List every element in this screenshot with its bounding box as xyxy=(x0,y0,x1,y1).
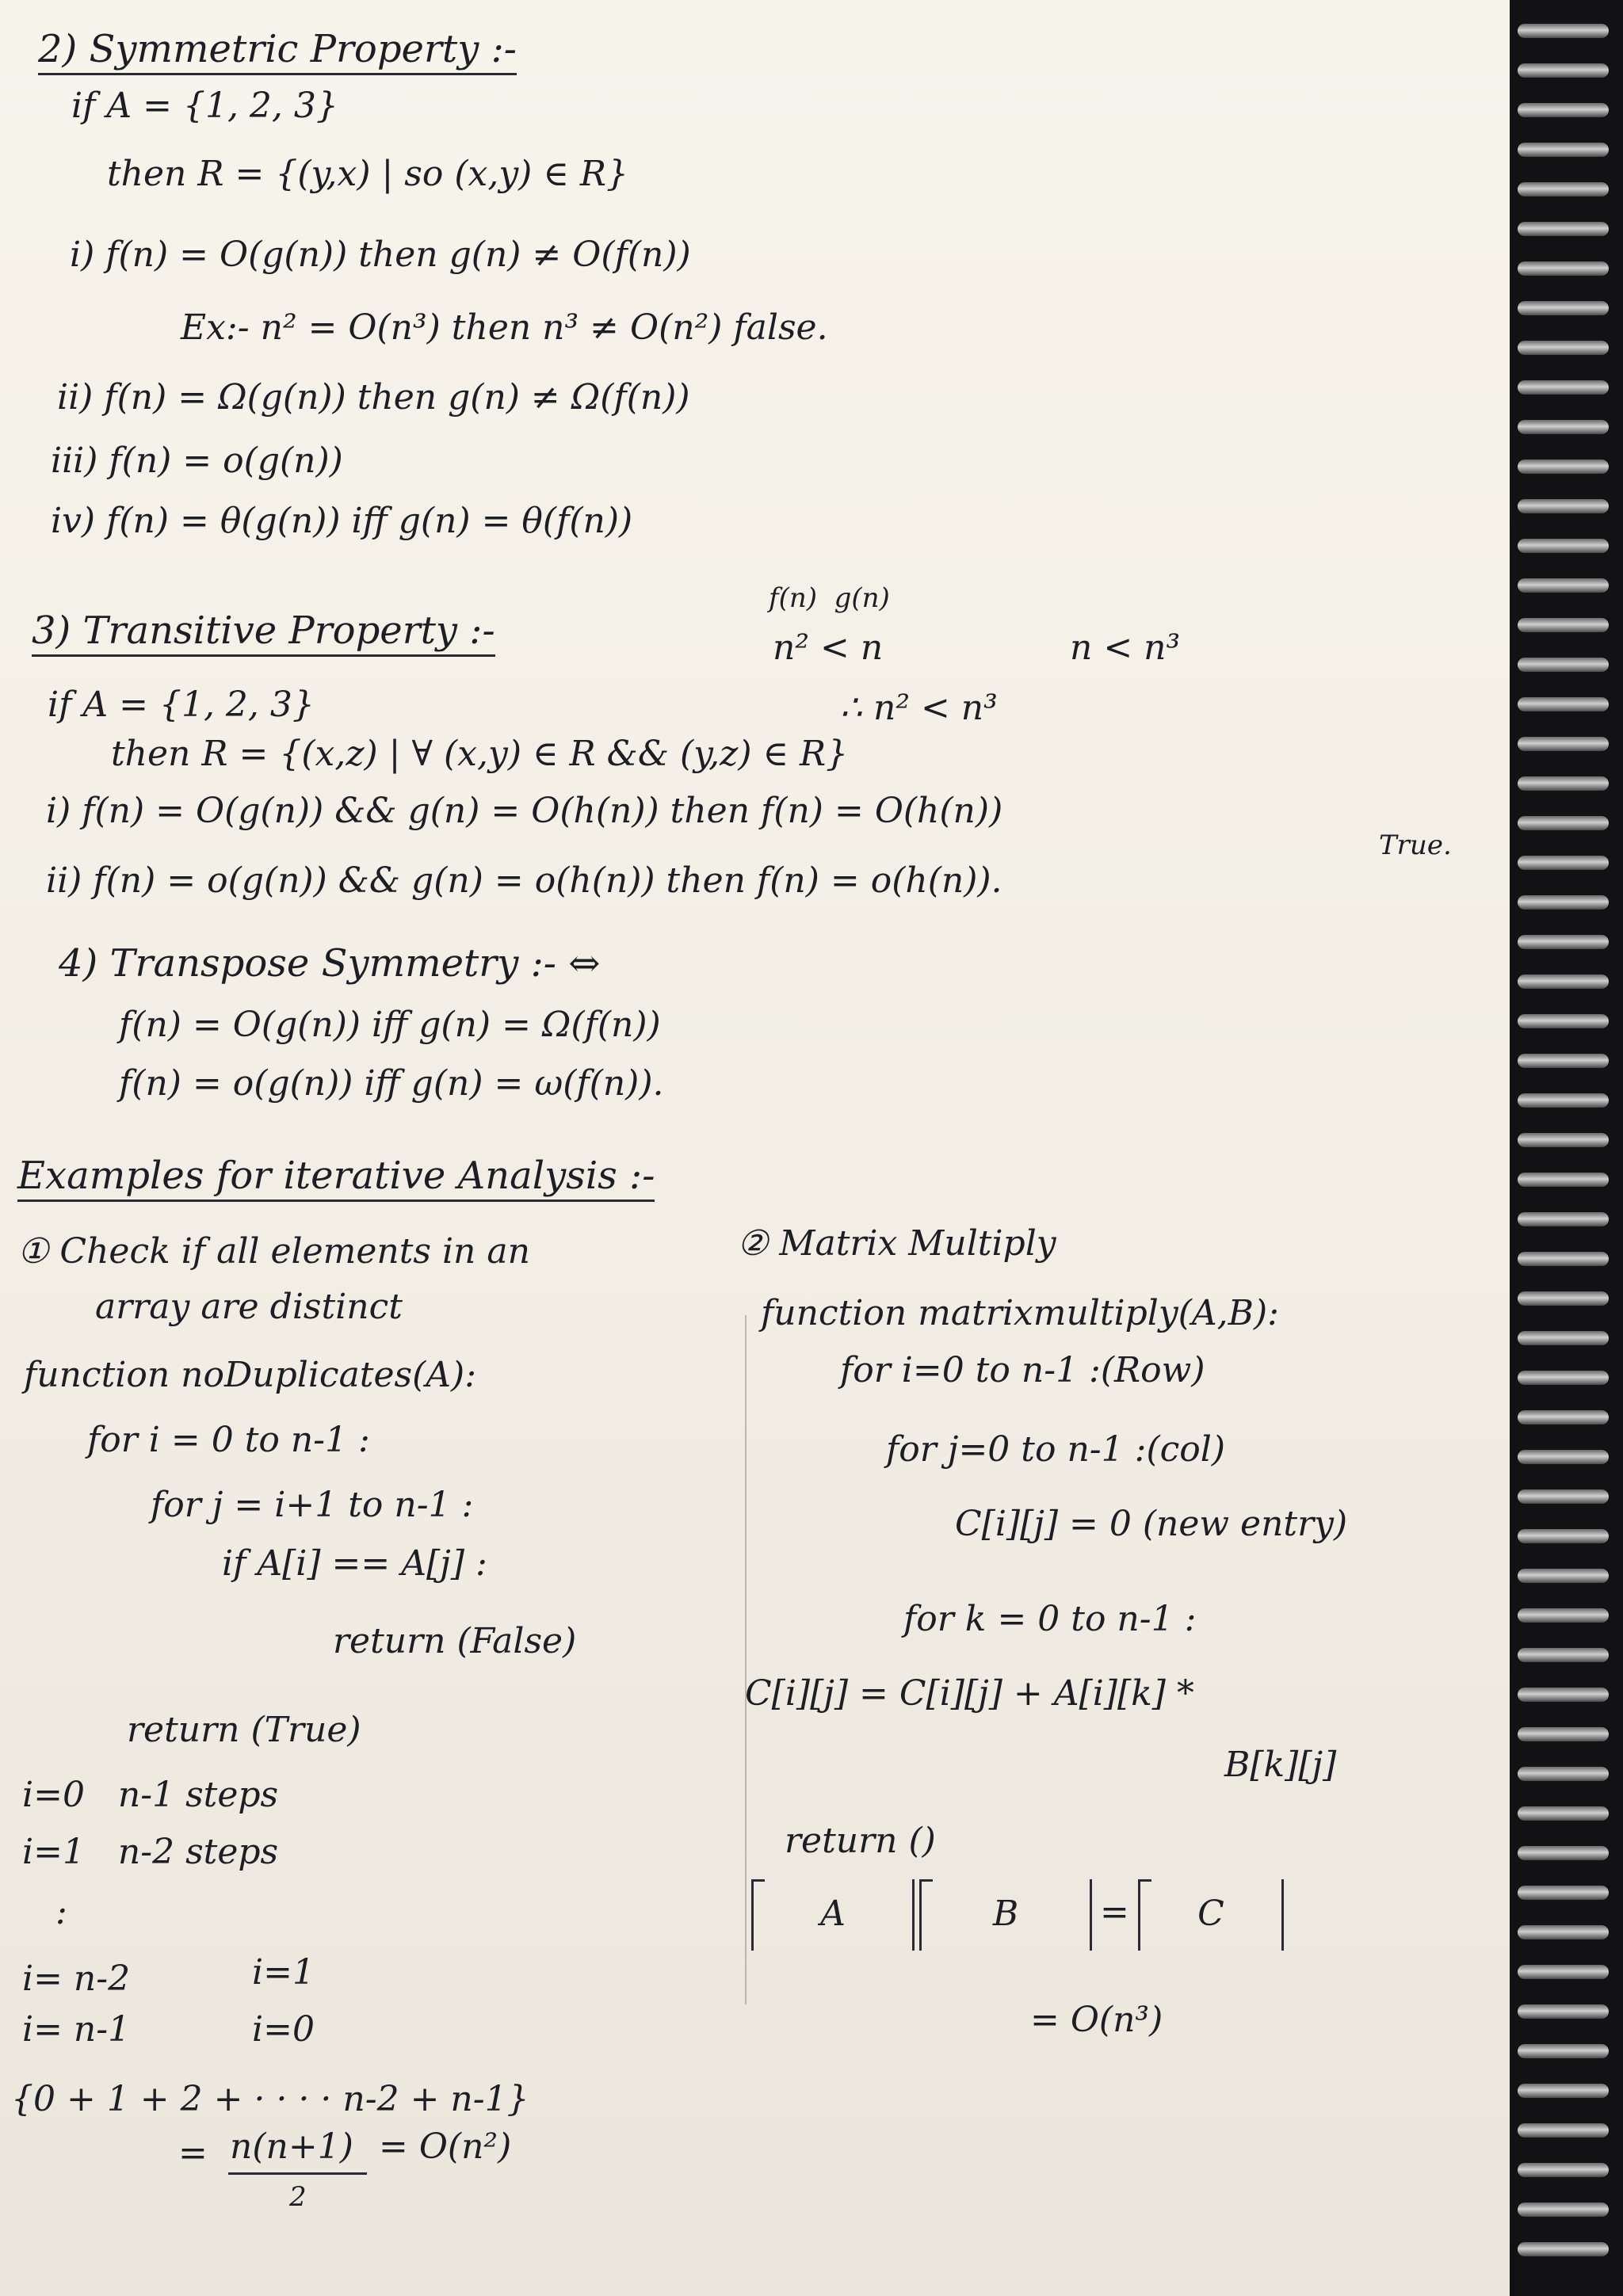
binding-coil xyxy=(1518,380,1609,395)
section-2-title: 2) Symmetric Property :- xyxy=(38,30,517,68)
binding-coil xyxy=(1518,1965,1609,1979)
section-3-title: 3) Transitive Property :- xyxy=(32,612,495,650)
binding-coil xyxy=(1518,658,1609,672)
spiral-binding xyxy=(1510,0,1623,2296)
ex2-accumulate-2: B[k][j] xyxy=(1224,1745,1337,1785)
s3-item-i: i) f(n) = O(g(n)) && g(n) = O(h(n)) then f(n) = O(h(n)) xyxy=(46,791,1003,831)
binding-coil xyxy=(1518,261,1609,276)
binding-coil xyxy=(1518,1648,1609,1662)
binding-coil xyxy=(1518,1014,1609,1028)
ex2-k-loop: for k = 0 to n-1 : xyxy=(903,1599,1197,1639)
s2-item-ii: ii) f(n) = Ω(g(n)) then g(n) ≠ Ω(f(n)) xyxy=(57,377,690,418)
binding-coil xyxy=(1518,1291,1609,1306)
binding-coil xyxy=(1518,1371,1609,1385)
example-1-title: ① Check if all elements in an xyxy=(17,1231,530,1272)
s4-line-b: f(n) = o(g(n)) iff g(n) = ω(f(n)). xyxy=(119,1063,664,1104)
binding-coil xyxy=(1518,1608,1609,1623)
ex1-return-true: return (True) xyxy=(127,1710,361,1750)
matrix-equals: = xyxy=(1100,1892,1129,1932)
binding-coil xyxy=(1518,539,1609,553)
ex1-result-eq: = xyxy=(178,2133,208,2173)
binding-coil xyxy=(1518,460,1609,474)
binding-coil xyxy=(1518,2242,1609,2256)
matrix-b: B xyxy=(919,1879,1092,1951)
binding-coil xyxy=(1518,1806,1609,1821)
binding-coil xyxy=(1518,856,1609,870)
ex1-inner-loop: for j = i+1 to n-1 : xyxy=(151,1485,474,1525)
ex1-steps-1: i=1 n-2 steps xyxy=(22,1832,279,1872)
binding-coil xyxy=(1518,1925,1609,1939)
binding-coil xyxy=(1518,776,1609,791)
binding-coil xyxy=(1518,1846,1609,1860)
binding-coil xyxy=(1518,301,1609,315)
s3-side-note-4: ∴ n² < n³ xyxy=(840,688,998,728)
binding-coil xyxy=(1518,2044,1609,2058)
binding-coil xyxy=(1518,341,1609,355)
binding-coil xyxy=(1518,182,1609,196)
example-2-title: ② Matrix Multiply xyxy=(737,1223,1056,1264)
binding-coil xyxy=(1518,697,1609,711)
ex2-accumulate: C[i][j] = C[i][j] + A[i][k] * xyxy=(745,1673,1194,1714)
binding-coil xyxy=(1518,935,1609,949)
s3-true-note: True. xyxy=(1379,830,1452,861)
binding-coil xyxy=(1518,63,1609,78)
s4-line-a: f(n) = O(g(n)) iff g(n) = Ω(f(n)) xyxy=(119,1005,661,1045)
s2-item-i: i) f(n) = O(g(n)) then g(n) ≠ O(f(n)) xyxy=(70,235,691,275)
binding-coil xyxy=(1518,103,1609,117)
ex2-function: function matrixmultiply(A,B): xyxy=(761,1293,1279,1333)
binding-coil xyxy=(1518,1093,1609,1108)
s3-side-note-2: n² < n xyxy=(773,627,884,668)
binding-coil xyxy=(1518,1529,1609,1543)
binding-coil xyxy=(1518,2123,1609,2138)
ex2-row-loop: for i=0 to n-1 :(Row) xyxy=(840,1350,1205,1390)
binding-coil xyxy=(1518,578,1609,593)
examples-title: Examples for iterative Analysis :- xyxy=(17,1157,655,1195)
binding-coil xyxy=(1518,1489,1609,1504)
binding-coil xyxy=(1518,1569,1609,1583)
ex1-if: if A[i] == A[j] : xyxy=(222,1543,487,1584)
binding-coil xyxy=(1518,499,1609,513)
ex1-result-numerator: n(n+1) xyxy=(230,2126,353,2167)
column-divider xyxy=(745,1315,747,2004)
binding-coil xyxy=(1518,618,1609,632)
binding-coil xyxy=(1518,1450,1609,1464)
ex1-dots: : xyxy=(55,1892,67,1932)
s3-side-note-3: n < n³ xyxy=(1070,627,1181,668)
s3-if: if A = {1, 2, 3} xyxy=(48,685,315,725)
binding-coil xyxy=(1518,2084,1609,2098)
ex1-steps-n2: i= n-2 xyxy=(22,1958,131,1999)
binding-coil xyxy=(1518,222,1609,236)
section-4-title: 4) Transpose Symmetry :- ⇔ xyxy=(59,941,601,986)
matrix-c: C xyxy=(1138,1879,1284,1951)
ex1-fraction-bar xyxy=(228,2172,367,2175)
ex2-init: C[i][j] = 0 (new entry) xyxy=(955,1504,1348,1544)
matrix-a: A xyxy=(751,1879,915,1951)
s2-item-iii: iii) f(n) = o(g(n)) xyxy=(51,441,343,481)
ex1-steps-n1: i= n-1 xyxy=(22,2009,131,2050)
ex1-steps-n1-right: i=0 xyxy=(252,2009,315,2050)
binding-coil xyxy=(1518,1133,1609,1147)
ex2-return: return () xyxy=(785,1821,936,1861)
s3-item-ii: ii) f(n) = o(g(n)) && g(n) = o(h(n)) then f(n) = o(h(n)). xyxy=(46,860,1002,901)
s2-item-iv: iv) f(n) = θ(g(n)) iff g(n) = θ(f(n)) xyxy=(51,501,633,541)
binding-coil xyxy=(1518,1173,1609,1187)
ex1-function: function noDuplicates(A): xyxy=(24,1355,477,1395)
ex1-outer-loop: for i = 0 to n-1 : xyxy=(87,1420,370,1460)
binding-coil xyxy=(1518,2004,1609,2019)
s3-then: then R = {(x,z) | ∀ (x,y) ∈ R && (y,z) ∈ R} xyxy=(111,734,849,774)
binding-coil xyxy=(1518,974,1609,989)
binding-coil xyxy=(1518,737,1609,751)
binding-coil xyxy=(1518,1054,1609,1068)
binding-coil xyxy=(1518,1886,1609,1900)
s2-then: then R = {(y,x) | so (x,y) ∈ R} xyxy=(107,154,629,194)
binding-coil xyxy=(1518,1688,1609,1702)
ex2-col-loop: for j=0 to n-1 :(col) xyxy=(886,1429,1225,1470)
s2-example: Ex:- n² = O(n³) then n³ ≠ O(n²) false. xyxy=(181,307,828,348)
ex1-result-big-o: = O(n²) xyxy=(379,2126,512,2167)
ex1-steps-n2-right: i=1 xyxy=(252,1952,315,1993)
ex1-return-false: return (False) xyxy=(333,1621,577,1661)
binding-coil xyxy=(1518,1212,1609,1226)
binding-coil xyxy=(1518,1727,1609,1741)
binding-coil xyxy=(1518,2203,1609,2217)
binding-coil xyxy=(1518,1410,1609,1425)
ex1-steps-0: i=0 n-1 steps xyxy=(22,1775,279,1815)
ex1-sum: {0 + 1 + 2 + · · · · n-2 + n-1} xyxy=(11,2079,529,2119)
binding-coil xyxy=(1518,2163,1609,2177)
binding-coil xyxy=(1518,420,1609,434)
binding-coil xyxy=(1518,24,1609,38)
binding-coil xyxy=(1518,895,1609,910)
binding-coil xyxy=(1518,816,1609,830)
ex2-big-o: = O(n³) xyxy=(1030,2000,1163,2040)
ex1-result-denominator: 2 xyxy=(289,2181,307,2213)
s3-side-note-1: f(n) g(n) xyxy=(769,582,890,614)
s2-if: if A = {1, 2, 3} xyxy=(71,86,338,126)
binding-coil xyxy=(1518,1331,1609,1345)
example-1-title-2: array are distinct xyxy=(95,1287,403,1327)
binding-coil xyxy=(1518,143,1609,157)
binding-coil xyxy=(1518,1767,1609,1781)
binding-coil xyxy=(1518,1252,1609,1266)
